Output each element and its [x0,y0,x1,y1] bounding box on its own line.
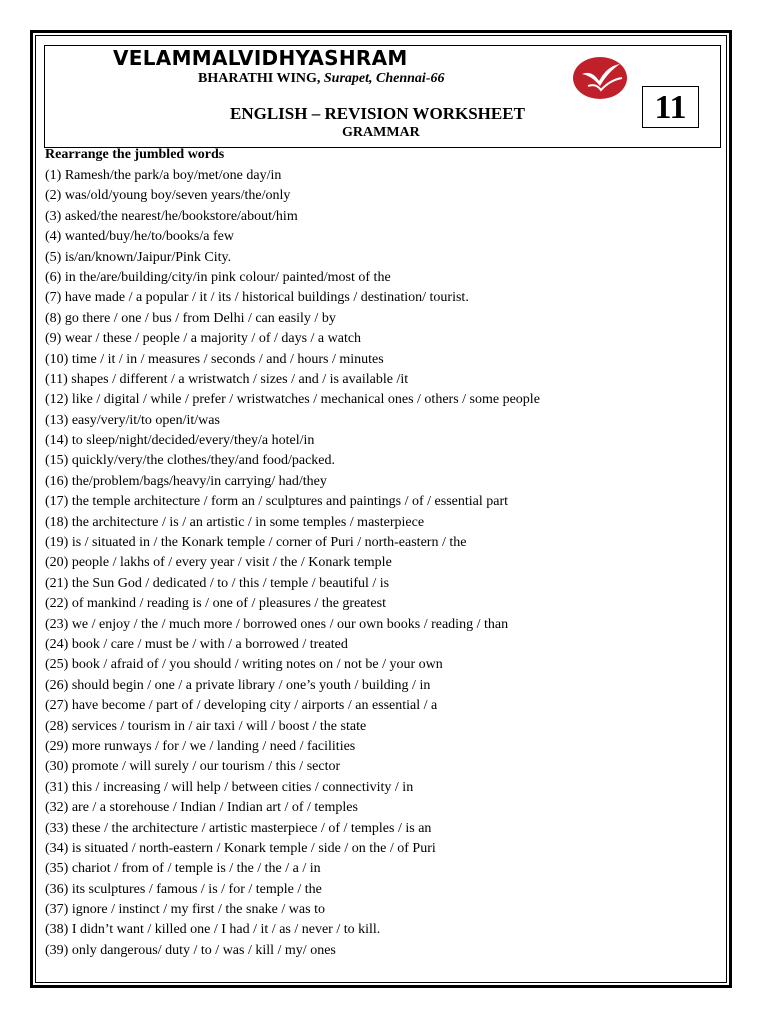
list-item: (6) in the/are/building/city/in pink colour/ painted/most of the [45,269,391,285]
list-item: (30) promote / will surely / our tourism / this / sector [45,759,341,775]
list-item: (11) shapes / different / a wristwatch / sizes / and / is available /it [45,371,409,387]
list-item: (24) book / care / must be / with / a borrowed / treated [45,636,348,652]
list-item: (7) have made / a popular / it / its / historical buildings / destination/ tourist. [45,290,469,306]
list-item: (10) time / it / in / measures / seconds / and / hours / minutes [45,351,384,367]
list-item: (1) Ramesh/the park/a boy/met/one day/in [45,168,282,183]
school-name: VELAMMALVIDHYASHRAM [113,46,408,70]
list-item: (12) like / digital / while / prefer / wristwatches / mechanical ones / others / some people [45,392,540,408]
list-item: (37) ignore / instinct / my first / the snake / was to [45,902,325,918]
list-item: (32) are / a storehouse / Indian / Indian art / of / temples [45,800,358,816]
list-item: (36) its sculptures / famous / is / for / temple / the [45,881,322,897]
list-item: (20) people / lakhs of / every year / visit / the / Konark temple [45,555,392,571]
list-item: (5) is/an/known/Jaipur/Pink City. [45,249,232,265]
list-item: (9) wear / these / people / a majority / of / days / a watch [45,331,362,347]
section-heading: Rearrange the jumbled words [45,147,225,162]
list-item: (23) we / enjoy / the / much more / borrowed ones / our own books / reading / than [45,616,509,632]
list-item: (33) these / the architecture / artistic masterpiece / of / temples / is an [45,820,432,836]
list-item: (25) book / afraid of / you should / writing notes on / not be / your own [45,657,443,673]
list-item: (31) this / increasing / will help / between cities / connectivity / in [45,779,414,795]
wing-name: BHARATHI WING, [198,71,321,86]
worksheet-subtitle: GRAMMAR [342,125,420,140]
list-item: (17) the temple architecture / form an / sculptures and paintings / of / essential part [45,494,509,510]
question-list [45,166,540,961]
list-item: (39) only dangerous/ duty / to / was / kill / my/ ones [45,942,336,958]
list-item: (29) more runways / for / we / landing / need / facilities [45,738,356,754]
school-logo-icon [572,56,628,100]
list-item: (13) easy/very/it/to open/it/was [45,412,220,428]
list-item: (35) chariot / from of / temple is / the / the / a / in [45,861,321,877]
list-item: (21) the Sun God / dedicated / to / this / temple / beautiful / is [45,575,390,591]
worksheet-title: ENGLISH – REVISION WORKSHEET [230,104,525,123]
list-item: (27) have become / part of / developing city / airports / an essential / a [45,698,438,714]
worksheet-number: 11 [642,86,699,128]
list-item: (3) asked/the nearest/he/bookstore/about/him [45,208,298,224]
list-item: (22) of mankind / reading is / one of / pleasures / the greatest [45,596,386,612]
list-item: (16) the/problem/bags/heavy/in carrying/ had/they [45,473,327,489]
list-item: (15) quickly/very/the clothes/they/and food/packed. [45,453,336,469]
list-item: (4) wanted/buy/he/to/books/a few [45,229,234,245]
wing-location: Surapet, Chennai-66 [323,71,445,86]
list-item: (34) is situated / north-eastern / Konark temple / side / on the / of Puri [45,840,436,856]
list-item: (14) to sleep/night/decided/every/they/a hotel/in [45,433,315,449]
list-item: (19) is / situated in / the Konark temple / corner of Puri / north-eastern / the [45,535,467,551]
wing-line [198,71,444,87]
list-item: (38) I didn’t want / killed one / I had / it / as / never / to kill. [45,922,381,938]
list-item: (18) the architecture / is / an artistic / in some temples / masterpiece [45,514,425,530]
list-item: (28) services / tourism in / air taxi / will / boost / the state [45,718,367,734]
list-item: (26) should begin / one / a private library / one’s youth / building / in [45,677,431,693]
list-item: (2) was/old/young boy/seven years/the/only [45,188,291,204]
list-item: (8) go there / one / bus / from Delhi / can easily / by [45,310,336,326]
